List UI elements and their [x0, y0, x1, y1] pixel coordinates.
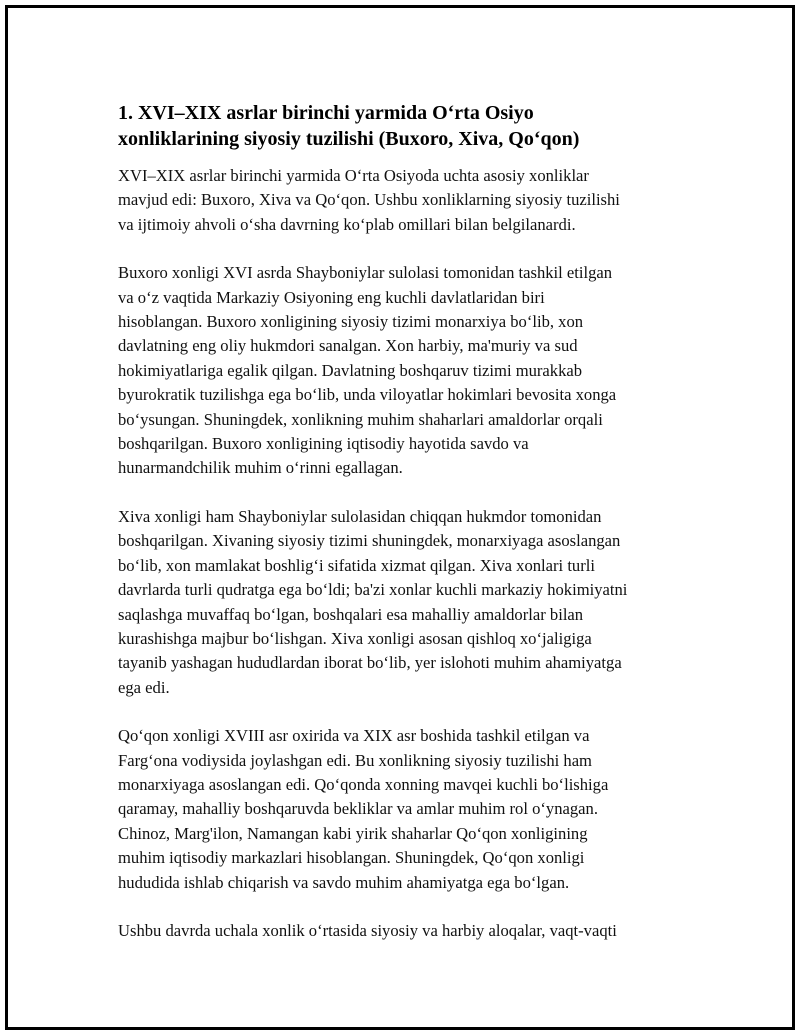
paragraph-line: va ijtimoiy ahvoli o‘sha davrning ko‘plab omillari bilan belgilanardi.	[118, 214, 576, 234]
paragraph-relations	[118, 919, 708, 943]
paragraph-intro	[118, 164, 708, 237]
paragraph-line: hududida ishlab chiqarish va savdo muhim ahamiyatga ega bo‘lgan.	[118, 872, 570, 892]
paragraph-line: hisoblangan. Buxoro xonligining siyosiy tizimi monarxiya bo‘lib, xon	[118, 312, 584, 332]
paragraph-line: kurashishga majbur bo‘lishgan. Xiva xonligi asosan qishloq xo‘jaligiga	[118, 628, 592, 648]
paragraph-line: Qo‘qon xonligi XVIII asr oxirida va XIX asr boshida tashkil etilgan va	[118, 726, 590, 746]
paragraph-line: hunarmandchilik muhim o‘rinni egallagan.	[118, 458, 403, 478]
heading-line: 1. XVI–XIX asrlar birinchi yarmida O‘rta Osiyo	[118, 102, 534, 124]
paragraph-line: bo‘lib, xon mamlakat boshlig‘i sifatida xizmat qilgan. Xiva xonlari turli	[118, 555, 595, 575]
paragraph-line: davrlarda turli qudratga ega bo‘ldi; ba'zi xonlar kuchli markaziy hokimiyatni	[118, 580, 628, 600]
page-frame	[5, 5, 795, 1030]
paragraph-bukhara	[118, 261, 708, 481]
paragraph-line: mavjud edi: Buxoro, Xiva va Qo‘qon. Ushbu xonliklarning siyosiy tuzilishi	[118, 190, 620, 210]
paragraph-line: boshqarilgan. Buxoro xonligining iqtisodiy hayotida savdo va	[118, 434, 529, 454]
paragraph-line: XVI–XIX asrlar birinchi yarmida O‘rta Osiyoda uchta asosiy xonliklar	[118, 166, 589, 185]
paragraph-line: hokimiyatlariga egalik qilgan. Davlatning boshqaruv tizimi murakkab	[118, 360, 583, 380]
paragraph-line: ega edi.	[118, 677, 170, 697]
paragraph-line: monarxiyaga asoslangan edi. Qo‘qonda xonning mavqei kuchli bo‘lishiga	[118, 774, 609, 794]
paragraph-kokand	[118, 724, 708, 895]
paragraph-line: davlatning eng oliy hukmdori sanalgan. Xon harbiy, ma'muriy va sud	[118, 336, 578, 356]
paragraph-line: qaramay, mahalliy boshqaruvda bekliklar va amlar muhim rol o‘ynagan.	[118, 799, 598, 819]
paragraph-line: Buxoro xonligi XVI asrda Shayboniylar sulolasi tomonidan tashkil etilgan	[118, 263, 613, 283]
heading-line: xonliklarining siyosiy tuzilishi (Buxoro, Xiva, Qo‘qon)	[118, 128, 580, 150]
paragraph-line: tayanib yashagan hududlardan iborat bo‘lib, yer islohoti muhim ahamiyatga	[118, 653, 622, 673]
paragraph-line: byurokratik tuzilishga ega bo‘lib, unda viloyatlar hokimlari bevosita xonga	[118, 385, 617, 405]
section-heading	[118, 100, 708, 152]
paragraph-line: muhim iqtisodiy markazlari hisoblangan. Shuningdek, Qo‘qon xonligi	[118, 848, 585, 868]
document-body	[118, 100, 708, 967]
paragraph-line: va o‘z vaqtida Markaziy Osiyoning eng kuchli davlatlaridan biri	[118, 287, 545, 307]
paragraph-line: Ushbu davrda uchala xonlik o‘rtasida siyosiy va harbiy aloqalar, vaqt-vaqti	[118, 920, 617, 940]
paragraph-line: Farg‘ona vodiysida joylashgan edi. Bu xonlikning siyosiy tuzilishi ham	[118, 750, 592, 770]
paragraph-line: Xiva xonligi ham Shayboniylar sulolasidan chiqqan hukmdor tomonidan	[118, 506, 602, 526]
paragraph-khiva	[118, 505, 708, 700]
paragraph-line: boshqarilgan. Xivaning siyosiy tizimi shuningdek, monarxiyaga asoslangan	[118, 531, 621, 551]
paragraph-line: Chinoz, Marg'ilon, Namangan kabi yirik shaharlar Qo‘qon xonligining	[118, 823, 588, 843]
paragraph-line: saqlashga muvaffaq bo‘lgan, boshqalari esa mahalliy amaldorlar bilan	[118, 604, 584, 624]
paragraph-line: bo‘ysungan. Shuningdek, xonlikning muhim shaharlari amaldorlar orqali	[118, 409, 603, 429]
